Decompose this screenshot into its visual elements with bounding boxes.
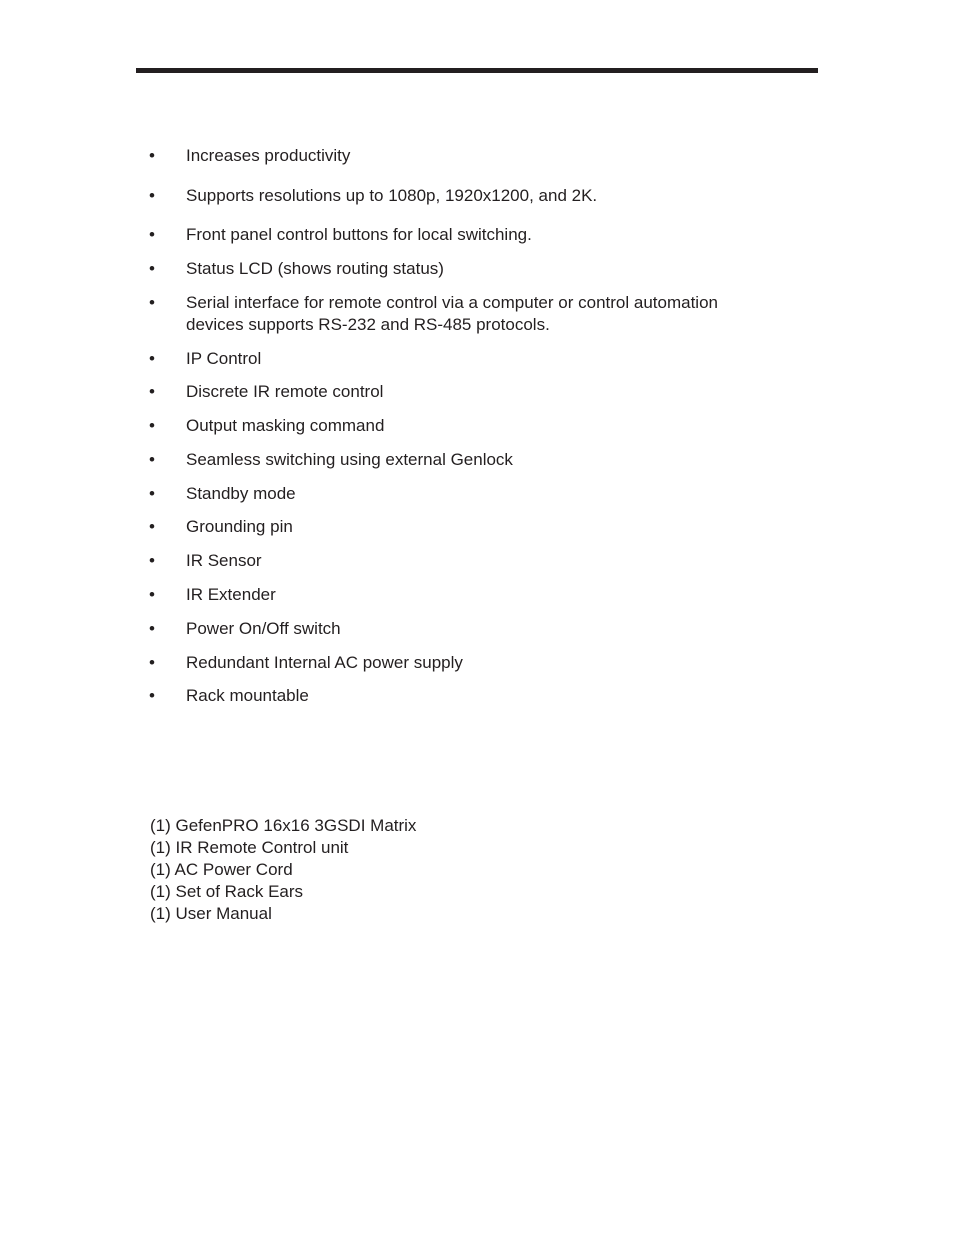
- bullet-icon: •: [149, 416, 155, 435]
- bullet-icon: •: [149, 653, 155, 672]
- feature-text: Front panel control buttons for local switching.: [186, 225, 532, 244]
- package-item: (1) User Manual: [150, 904, 272, 923]
- bullet-icon: •: [149, 450, 155, 469]
- header-rule: [136, 68, 818, 73]
- package-item: (1) IR Remote Control unit: [150, 838, 349, 857]
- package-item: (1) AC Power Cord: [150, 860, 293, 879]
- package-item: (1) Set of Rack Ears: [150, 882, 304, 901]
- bullet-icon: •: [149, 186, 155, 205]
- package-item: (1) GefenPRO 16x16 3GSDI Matrix: [150, 816, 417, 835]
- feature-text: IR Extender: [186, 585, 276, 604]
- feature-text: Serial interface for remote control via a computer or control automation: [186, 293, 718, 312]
- bullet-icon: •: [149, 585, 155, 604]
- bullet-icon: •: [149, 349, 155, 368]
- feature-text: IP Control: [186, 349, 262, 368]
- feature-text-continuation: devices supports RS-232 and RS-485 protocols.: [186, 315, 550, 334]
- bullet-icon: •: [149, 146, 155, 165]
- feature-text: Status LCD (shows routing status): [186, 259, 444, 278]
- bullet-icon: •: [149, 259, 155, 278]
- bullet-icon: •: [149, 293, 155, 312]
- feature-text: Grounding pin: [186, 517, 293, 536]
- feature-text: Standby mode: [186, 484, 296, 503]
- package-contents-list: [150, 815, 416, 925]
- bullet-icon: •: [149, 619, 155, 638]
- bullet-icon: •: [149, 517, 155, 536]
- feature-text: Output masking command: [186, 416, 385, 435]
- feature-text: IR Sensor: [186, 551, 262, 570]
- feature-text: Discrete IR remote control: [186, 382, 384, 401]
- bullet-icon: •: [149, 551, 155, 570]
- bullet-icon: •: [149, 225, 155, 244]
- feature-text: Power On/Off switch: [186, 619, 341, 638]
- bullet-icon: •: [149, 484, 155, 503]
- feature-text: Supports resolutions up to 1080p, 1920x1200, and 2K.: [186, 186, 598, 205]
- feature-text: Increases productivity: [186, 146, 351, 165]
- bullet-icon: •: [149, 382, 155, 401]
- feature-text: Seamless switching using external Genlock: [186, 450, 513, 469]
- bullet-icon: •: [149, 686, 155, 705]
- feature-text: Rack mountable: [186, 686, 309, 705]
- feature-text: Redundant Internal AC power supply: [186, 653, 463, 672]
